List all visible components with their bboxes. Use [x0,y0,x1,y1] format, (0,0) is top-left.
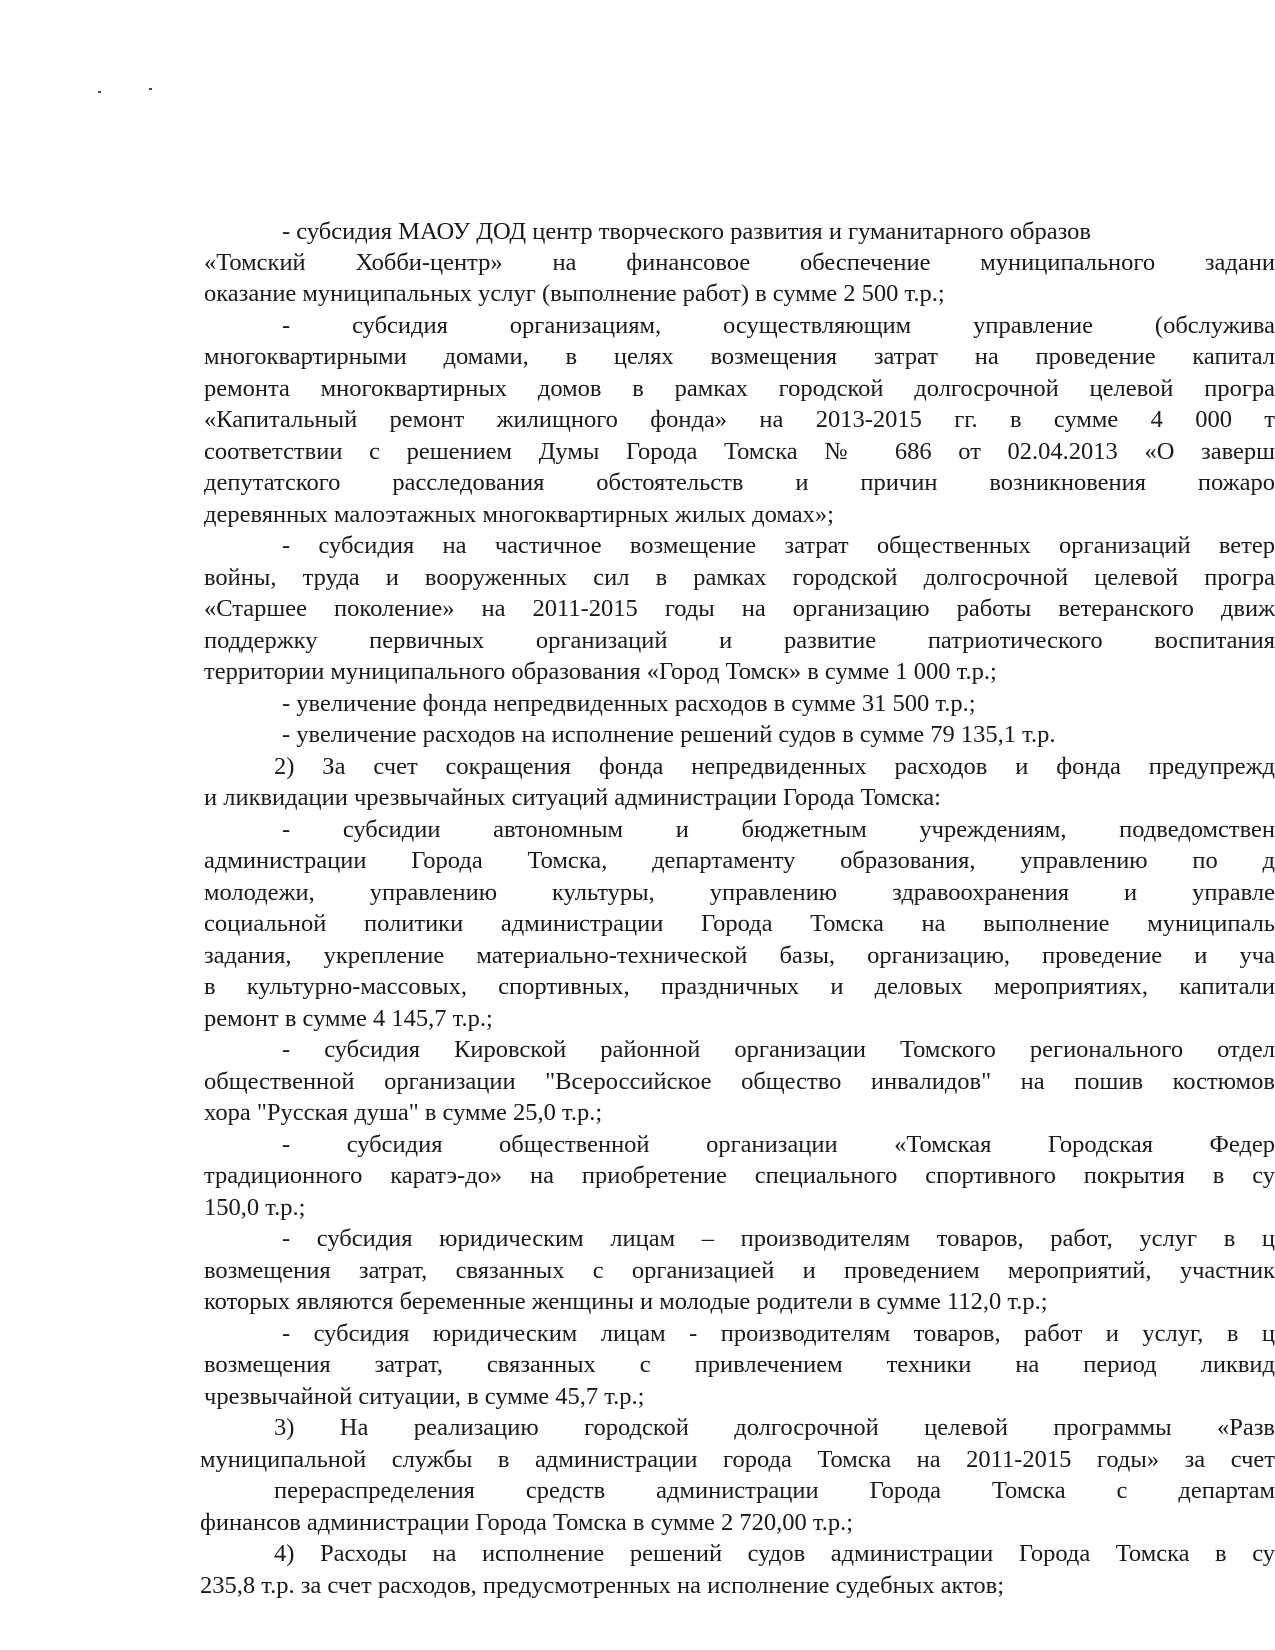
text-line: - увеличение фонда непредвиденных расходов в сумме 31 500 т.р.; [282,690,976,717]
scan-speck [149,88,152,90]
text-line: - субсидия организациям, осуществляющим управление (обслужива [282,312,1275,339]
text-line: оказание муниципальных услуг (выполнение работ) в сумме 2 500 т.р.; [204,280,945,307]
text-line: деревянных малоэтажных многоквартирных жилых домах»; [204,501,834,528]
text-line: и ликвидации чрезвычайных ситуаций администрации Города Томска: [204,784,941,811]
text-line: муниципальной службы в администрации города Томска на 2011-2015 годы» за счет [200,1446,1275,1473]
text-line: - субсидии автономным и бюджетным учреждениям, подведомствен [282,816,1275,843]
text-line: финансов администрации Города Томска в сумме 2 720,00 т.р.; [200,1509,854,1536]
text-line: депутатского расследования обстоятельств и причин возникновения пожаро [204,469,1275,496]
text-line: ремонта многоквартирных домов в рамках городской долгосрочной целевой програ [204,375,1275,402]
text-line: перераспределения средств администрации Города Томска с департам [274,1477,1275,1504]
text-line: ремонт в сумме 4 145,7 т.р.; [204,1005,493,1032]
text-line: администрации Города Томска, департаменту образования, управлению по д [204,847,1275,874]
text-line: общественной организации "Всероссийское общество инвалидов" на пошив костюмов [204,1068,1275,1095]
text-line: задания, укрепление материально-технической базы, организацию, проведение и уча [204,942,1275,969]
text-line: традиционного каратэ-до» на приобретение специального спортивного покрытия в су [204,1162,1275,1189]
text-line: многоквартирными домами, в целях возмещения затрат на проведение капитал [204,343,1275,370]
text-line: «Томский Хобби-центр» на финансовое обеспечение муниципального задани [204,249,1275,276]
text-line: молодежи, управлению культуры, управлению здравоохранения и управле [204,879,1275,906]
text-line: поддержку первичных организаций и развитие патриотического воспитания [204,627,1275,654]
text-line: «Старшее поколение» на 2011-2015 годы на организацию работы ветеранского движ [204,595,1275,622]
text-line: возмещения затрат, связанных с организацией и проведением мероприятий, участник [204,1257,1275,1284]
text-line: в культурно-массовых, спортивных, праздничных и деловых мероприятиях, капитали [204,973,1275,1000]
text-line: - субсидия Кировской районной организации Томского регионального отдел [282,1036,1275,1063]
text-line: - увеличение расходов на исполнение решений судов в сумме 79 135,1 т.р. [282,721,1056,748]
text-line: территории муниципального образования «Город Томск» в сумме 1 000 т.р.; [204,658,997,685]
text-line: - субсидия общественной организации «Томская Городская Федер [282,1131,1275,1158]
text-line: хора "Русская душа" в сумме 25,0 т.р.; [204,1099,603,1126]
text-line: войны, труда и вооруженных сил в рамках городской долгосрочной целевой програ [204,564,1275,591]
text-line: 2) За счет сокращения фонда непредвиденных расходов и фонда предупрежд [274,753,1275,780]
text-line: 4) Расходы на исполнение решений судов администрации Города Томска в су [274,1540,1275,1567]
text-line: - субсидия юридическим лицам - производителям товаров, работ и услуг, в ц [282,1320,1275,1347]
text-line: чрезвычайной ситуации, в сумме 45,7 т.р.; [204,1383,645,1410]
text-line: которых являются беременные женщины и молодые родители в сумме 112,0 т.р.; [204,1288,1048,1315]
text-line: 235,8 т.р. за счет расходов, предусмотренных на исполнение судебных актов; [200,1572,1005,1599]
text-line: - субсидия МАОУ ДОД центр творческого развития и гуманитарного образов [282,218,1091,245]
text-line: «Капитальный ремонт жилищного фонда» на 2013-2015 гг. в сумме 4 000 т [204,406,1275,433]
text-line: - субсидия юридическим лицам – производителям товаров, работ, услуг в ц [282,1225,1275,1252]
text-line: социальной политики администрации Города Томска на выполнение муниципаль [204,910,1275,937]
scan-speck [98,91,101,93]
text-line: возмещения затрат, связанных с привлечением техники на период ликвид [204,1351,1275,1378]
text-line: 3) На реализацию городской долгосрочной целевой программы «Разв [274,1414,1275,1441]
text-line: соответствии с решением Думы Города Томска № 686 от 02.04.2013 «О заверш [204,438,1275,465]
text-line: - субсидия на частичное возмещение затрат общественных организаций ветер [282,532,1275,559]
text-line: 150,0 т.р.; [204,1194,306,1221]
